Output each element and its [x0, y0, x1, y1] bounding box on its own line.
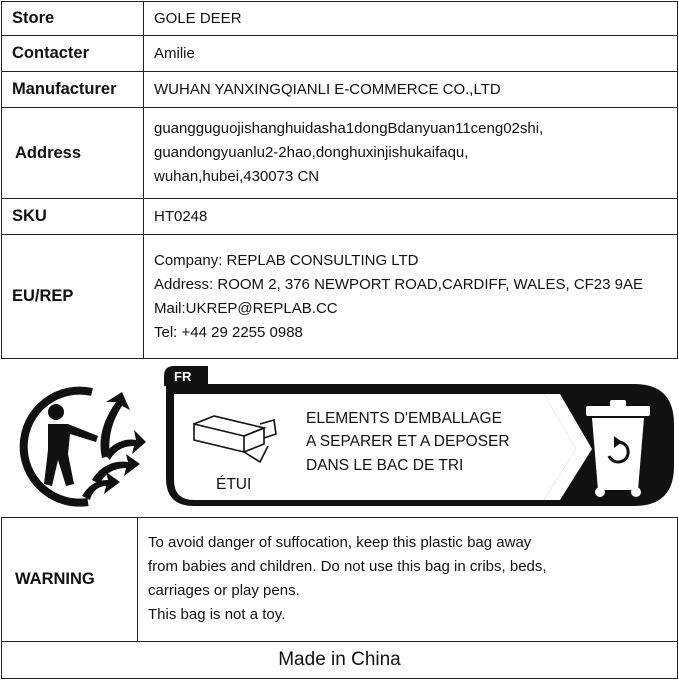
sku-value: HT0248 — [144, 199, 678, 235]
address-line: wuhan,hubei,430073 CN — [154, 168, 320, 185]
store-value: GOLE DEER — [144, 2, 678, 36]
triman-recycle-icon — [18, 384, 146, 508]
eu-rep-line: Tel: +44 29 2255 0988 — [154, 323, 303, 341]
address-line: guandongyuanlu2-2hao,donghuxinjishukaifaqu, — [154, 144, 469, 161]
instruction-line: DANS LE BAC DE TRI — [306, 457, 464, 474]
eu-rep-line: Company: REPLAB CONSULTING LTD — [154, 251, 419, 269]
row-sku — [2, 199, 678, 235]
manufacturer-label: Manufacturer — [2, 72, 144, 108]
warning-line: To avoid danger of suffocation, keep this plastic bag away — [148, 533, 532, 551]
instruction-line: ELEMENTS D'EMBALLAGE — [306, 410, 502, 427]
sorting-instruction-panel — [164, 366, 676, 508]
contacter-value: Amilie — [144, 36, 678, 72]
warning-line: This bag is not a toy. — [148, 605, 286, 623]
eu-rep-value — [144, 235, 678, 359]
eu-rep-line: Mail:UKREP@REPLAB.CC — [154, 299, 338, 317]
address-line: guangguguojishanghuidasha1dongBdanyuan11ceng02shi, — [154, 120, 544, 137]
warning-label: WARNING — [2, 518, 138, 642]
row-address — [2, 108, 678, 199]
product-info-table — [1, 1, 678, 359]
warning-line: from babies and children. Do not use this bag in cribs, beds, — [148, 557, 547, 575]
warning-text — [138, 518, 678, 642]
row-eu-rep — [2, 235, 678, 359]
address-label: Address — [2, 108, 144, 199]
store-label: Store — [2, 2, 144, 36]
package-label: ÉTUI — [216, 476, 252, 493]
warning-table — [1, 517, 678, 679]
contacter-label: Contacter — [2, 36, 144, 72]
row-origin — [2, 642, 678, 679]
sku-label: SKU — [2, 199, 144, 235]
row-manufacturer — [2, 72, 678, 108]
warning-line: carriages or play pens. — [148, 581, 300, 599]
instruction-line: A SEPARER ET A DEPOSER — [306, 433, 510, 450]
row-contacter — [2, 36, 678, 72]
eu-rep-label: EU/REP — [2, 235, 144, 359]
manufacturer-value: WUHAN YANXINGQIANLI E-COMMERCE CO.,LTD — [144, 72, 678, 108]
row-warning — [2, 518, 678, 642]
address-value — [144, 108, 678, 199]
row-store — [2, 2, 678, 36]
country-tag: FR — [174, 369, 192, 384]
origin-text: Made in China — [2, 642, 678, 679]
eu-rep-line: Address: ROOM 2, 376 NEWPORT ROAD,CARDIFF, WALES, CF23 9AE — [154, 275, 644, 293]
